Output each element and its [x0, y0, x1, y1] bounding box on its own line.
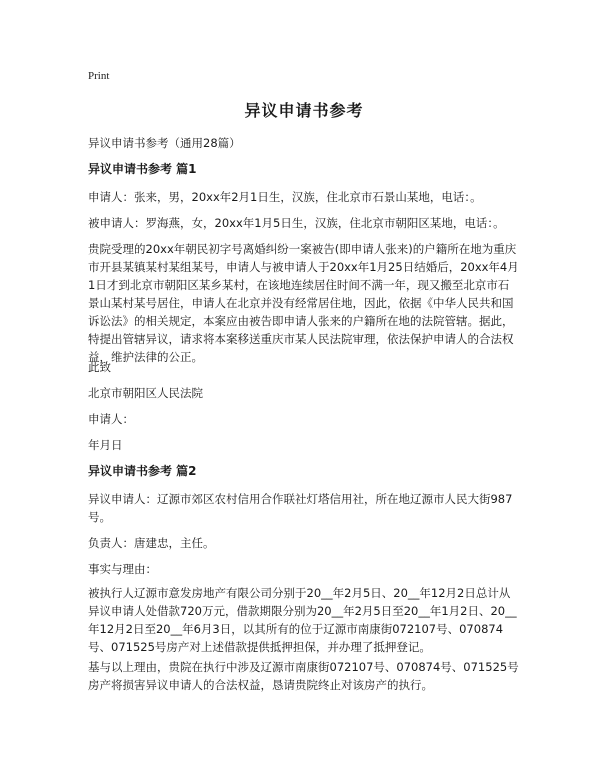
objector-paragraph: 异议申请人：辽源市郊区农村信用合作联社灯塔信用社，所在地辽源市人民大街987号。	[88, 492, 513, 524]
date-line: 年月日	[88, 438, 123, 452]
page-title: 异议申请书参考	[244, 101, 364, 120]
respondent-paragraph: 被申请人：罗海燕，女，20xx年1月5日生，汉族，住北京市朝阳区某地，电话：。	[88, 216, 505, 230]
body-paragraph: 贵院受理的20xx年朝民初字号离婚纠纷一案被告(即申请人张来)的户籍所在地为重庆市开县某镇某村某组某号，申请人与被申请人于20xx年1月25日结婚后，20xx年4月1日才到北京市朝阳区某乡某村，在该地连续居住时间不满一年，现又搬至北京市石景山某村某号居住，申请人在北京并没有经常居住地，因此，依据《中华人民共和国诉讼法》的相关规定，本案应由被告即申请人张来的户籍所在地的法院管辖。据此，特提出管辖异议，请求将本案移送重庆市某人民法院审理，依法保护申请人的合法权益，维护法律的公正。	[88, 242, 519, 364]
section-heading-2: 异议申请书参考 篇2	[88, 464, 197, 478]
facts-heading: 事实与理由：	[88, 562, 157, 576]
document-subtitle: 异议申请书参考（通用28篇）	[88, 136, 241, 150]
print-label: Print	[88, 70, 110, 82]
applicant-signature: 申请人：	[88, 412, 134, 426]
section-heading-1: 异议申请书参考 篇1	[88, 162, 197, 176]
conclusion-paragraph: 基与以上理由，贵院在执行中涉及辽源市南康街072107号、070874号、071525号房产将损害异议申请人的合法权益，恳请贵院终止对该房产的执行。	[88, 660, 519, 692]
representative-paragraph: 负责人：唐建忠，主任。	[88, 536, 215, 550]
court-name: 北京市朝阳区人民法院	[88, 386, 203, 400]
applicant-paragraph: 申请人：张来，男，20xx年2月1日生，汉族，住北京市石景山某地，电话：。	[88, 190, 482, 204]
facts-paragraph: 被执行人辽源市意发房地产有限公司分别于20__年2月5日、20__年12月2日总计从异议申请人处借款720万元，借款期限分别为20__年2月5日至20__年1月2日、20__年12月2日至20__年6月3日，以其所有的位于辽源市南康街072107号、070874号、071525号房产对上述借款提供抵押担保，并办理了抵押登记。	[88, 586, 517, 654]
closing-text: 此致	[88, 360, 111, 374]
